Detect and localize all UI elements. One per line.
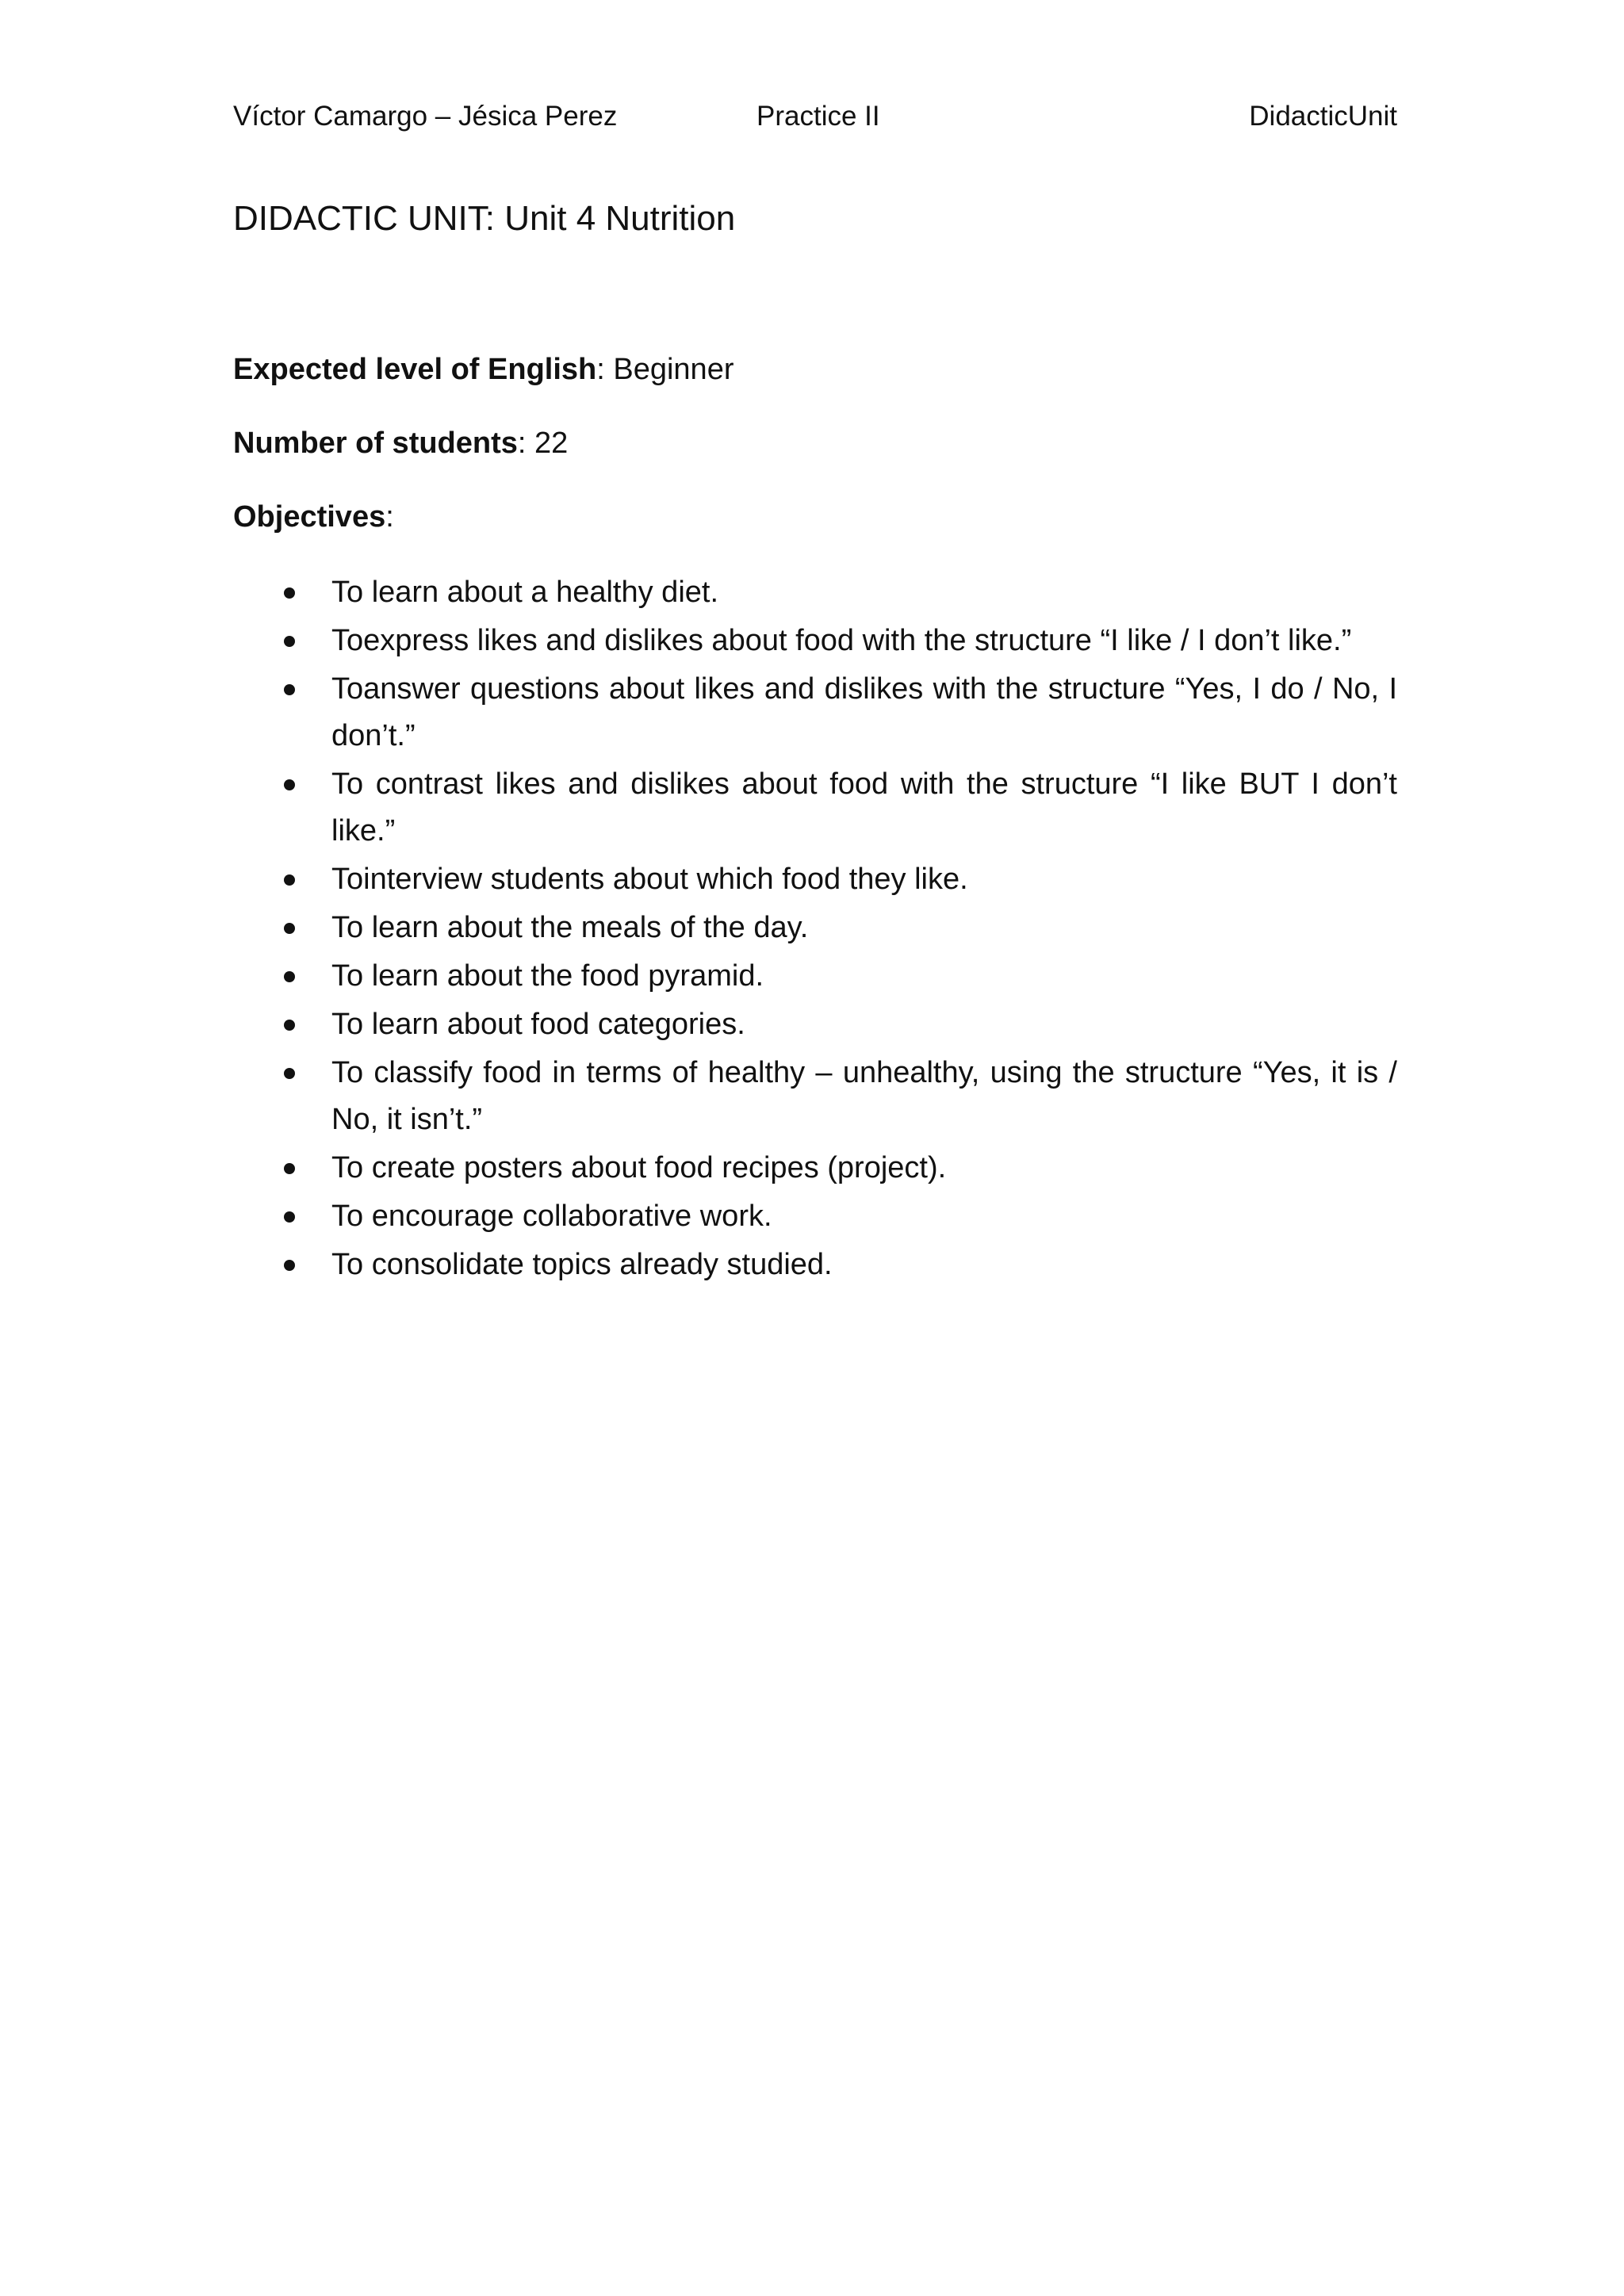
field-number-of-students-value: : 22 [517, 427, 569, 460]
objective-text: To contrast likes and dislikes about food with the structure “I like BUT I don’t like.” [331, 767, 1397, 848]
bullet-icon [284, 1163, 295, 1174]
field-english-level-label: Expected level of English [233, 353, 597, 386]
objective-text: To learn about the meals of the day. [331, 911, 809, 944]
list-item [233, 569, 1397, 616]
list-item [233, 1001, 1397, 1048]
bullet-icon [284, 587, 295, 599]
objective-text: Toanswer questions about likes and dislikes with the structure “Yes, I do / No, I don’t.” [331, 672, 1397, 752]
objective-text: To learn about the food pyramid. [331, 959, 764, 993]
list-item [233, 1145, 1397, 1192]
objective-text: To classify food in terms of healthy – unhealthy, using the structure “Yes, it is / No, it isn’t.” [331, 1056, 1397, 1136]
bullet-icon [284, 1020, 295, 1031]
objective-text: To create posters about food recipes (project). [331, 1151, 947, 1184]
field-number-of-students [233, 423, 568, 464]
bullet-icon [284, 923, 295, 934]
list-item [233, 953, 1397, 1000]
field-english-level [233, 349, 733, 390]
bullet-icon [284, 1068, 295, 1079]
bullet-icon [284, 636, 295, 647]
bullet-icon [284, 1211, 295, 1223]
page-header [233, 97, 1397, 136]
objective-text: To learn about a healthy diet. [331, 576, 719, 609]
header-authors: Víctor Camargo – Jésica Perez [233, 101, 618, 132]
objective-text: Tointerview students about which food they like. [331, 863, 968, 896]
field-english-level-value: : Beginner [596, 353, 734, 386]
list-item [233, 1193, 1397, 1240]
list-item [233, 905, 1397, 951]
field-objectives-heading [233, 496, 394, 538]
bullet-icon [284, 971, 295, 982]
objectives-heading-colon: : [385, 500, 394, 534]
objectives-list [233, 569, 1397, 1290]
list-item [233, 1242, 1397, 1288]
bullet-icon [284, 684, 295, 695]
bullet-icon [284, 1260, 295, 1271]
list-item [233, 761, 1397, 855]
document-title: DIDACTIC UNIT: Unit 4 Nutrition [233, 199, 736, 238]
header-course: Practice II [756, 101, 880, 132]
objective-text: Toexpress likes and dislikes about food with the structure “I like / I don’t like.” [331, 624, 1352, 657]
header-doc-type: DidacticUnit [1249, 101, 1397, 132]
list-item [233, 618, 1397, 664]
objective-text: To learn about food categories. [331, 1008, 745, 1041]
objective-text: To encourage collaborative work. [331, 1200, 772, 1233]
bullet-icon [284, 874, 295, 886]
list-item [233, 666, 1397, 760]
objectives-heading-label: Objectives [233, 500, 386, 534]
field-number-of-students-label: Number of students [233, 427, 518, 460]
list-item [233, 1050, 1397, 1143]
objective-text: To consolidate topics already studied. [331, 1248, 833, 1281]
list-item [233, 856, 1397, 903]
bullet-icon [284, 779, 295, 790]
